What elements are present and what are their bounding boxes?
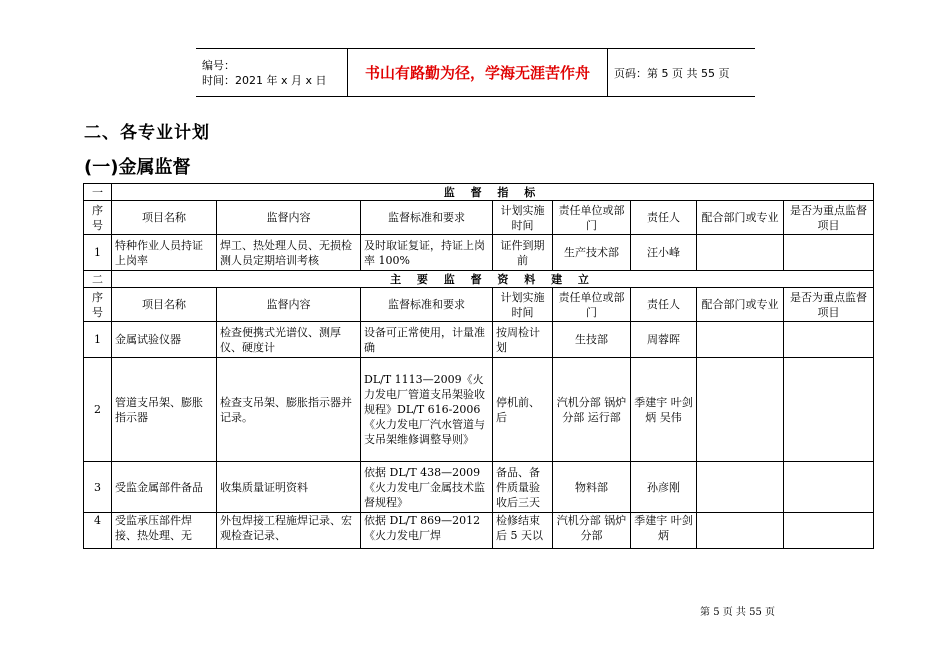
col-header: 监督标准和要求 — [361, 288, 493, 322]
cell-seq: 4 — [84, 513, 112, 549]
cell-name: 受监金属部件备品 — [112, 462, 217, 513]
col-header: 是否为重点监督项目 — [784, 201, 874, 235]
col-header: 序号 — [84, 288, 112, 322]
cell-content: 收集质量证明资料 — [217, 462, 361, 513]
col-header: 配合部门或专业 — [697, 201, 784, 235]
col-header: 责任人 — [631, 288, 697, 322]
column-header-row — [84, 201, 874, 235]
cell-seq: 1 — [84, 322, 112, 358]
cell-name: 受监承压部件焊接、热处理、无 — [112, 513, 217, 549]
col-header: 监督内容 — [217, 201, 361, 235]
section-title: 监 督 指 标 — [112, 184, 874, 201]
column-header-row — [84, 288, 874, 322]
page-footer: 第 5 页 共 55 页 — [700, 607, 775, 618]
col-header: 责任单位或部门 — [553, 201, 631, 235]
time-label: 时间：2021 年 x 月 x 日 — [202, 73, 327, 87]
cell-person: 周蓉晖 — [631, 322, 697, 358]
supervision-table — [83, 183, 874, 549]
cell-coop — [697, 513, 784, 549]
cell-seq: 1 — [84, 235, 112, 271]
section-row — [84, 271, 874, 288]
cell-coop — [697, 358, 784, 462]
cell-standard: 依据 DL/T 869—2012《火力发电厂焊 — [361, 513, 493, 549]
cell-time: 备品、备件质量验收后三天 — [493, 462, 553, 513]
cell-seq: 3 — [84, 462, 112, 513]
table-row — [84, 513, 874, 549]
cell-standard: DL/T 1113—2009《火力发电厂管道支吊架验收规程》DL/T 616-2006《火力发电厂汽水管道与支吊架维修调整导则》 — [361, 358, 493, 462]
col-header: 监督内容 — [217, 288, 361, 322]
col-header: 计划实施时间 — [493, 288, 553, 322]
cell-key — [784, 462, 874, 513]
section-heading: 二、各专业计划 — [84, 123, 210, 143]
col-header: 计划实施时间 — [493, 201, 553, 235]
cell-person: 季建宇 叶剑炳 — [631, 513, 697, 549]
col-header: 监督标准和要求 — [361, 201, 493, 235]
table-row — [84, 462, 874, 513]
cell-coop — [697, 322, 784, 358]
cell-unit: 生技部 — [553, 322, 631, 358]
cell-unit: 生产技术部 — [553, 235, 631, 271]
cell-content: 焊工、热处理人员、无损检测人员定期培训考核 — [217, 235, 361, 271]
section-row — [84, 184, 874, 201]
subsection-heading: (一)金属监督 — [84, 157, 191, 178]
section-number: 二 — [84, 271, 112, 288]
cell-coop — [697, 235, 784, 271]
cell-person: 孙彦刚 — [631, 462, 697, 513]
cell-standard: 依据 DL/T 438—2009《火力发电厂金属技术监督规程》 — [361, 462, 493, 513]
table-row — [84, 235, 874, 271]
cell-name: 特种作业人员持证上岗率 — [112, 235, 217, 271]
cell-content: 检查支吊架、膨胀指示器并记录。 — [217, 358, 361, 462]
page-header — [196, 48, 755, 97]
cell-standard: 及时取证复证，持证上岗率 100% — [361, 235, 493, 271]
page-info: 页码：第 5 页 共 55 页 — [608, 49, 756, 97]
header-left-cell — [196, 49, 348, 97]
col-header: 序号 — [84, 201, 112, 235]
cell-time: 按周检计划 — [493, 322, 553, 358]
cell-standard: 设备可正常使用，计量准确 — [361, 322, 493, 358]
cell-time: 证件到期前 — [493, 235, 553, 271]
cell-content: 外包焊接工程施焊记录、宏观检查记录、 — [217, 513, 361, 549]
cell-name: 金属试验仪器 — [112, 322, 217, 358]
cell-unit: 物料部 — [553, 462, 631, 513]
cell-key — [784, 235, 874, 271]
table-row — [84, 322, 874, 358]
col-header: 配合部门或专业 — [697, 288, 784, 322]
cell-key — [784, 322, 874, 358]
cell-name: 管道支吊架、膨胀指示器 — [112, 358, 217, 462]
col-header: 责任人 — [631, 201, 697, 235]
cell-key — [784, 513, 874, 549]
cell-time: 检修结束后 5 天以 — [493, 513, 553, 549]
cell-key — [784, 358, 874, 462]
col-header: 项目名称 — [112, 201, 217, 235]
col-header: 是否为重点监督项目 — [784, 288, 874, 322]
table-row — [84, 358, 874, 462]
section-title: 主 要 监 督 资 料 建 立 — [112, 271, 874, 288]
section-number: 一 — [84, 184, 112, 201]
slogan: 书山有路勤为径，学海无涯苦作舟 — [348, 49, 608, 97]
number-label: 编号： — [202, 58, 235, 72]
cell-time: 停机前、后 — [493, 358, 553, 462]
cell-seq: 2 — [84, 358, 112, 462]
col-header: 责任单位或部门 — [553, 288, 631, 322]
cell-person: 汪小峰 — [631, 235, 697, 271]
cell-person: 季建宇 叶剑炳 吴伟 — [631, 358, 697, 462]
cell-coop — [697, 462, 784, 513]
col-header: 项目名称 — [112, 288, 217, 322]
cell-content: 检查便携式光谱仪、测厚仪、硬度计 — [217, 322, 361, 358]
cell-unit: 汽机分部 锅炉分部 运行部 — [553, 358, 631, 462]
cell-unit: 汽机分部 锅炉分部 — [553, 513, 631, 549]
